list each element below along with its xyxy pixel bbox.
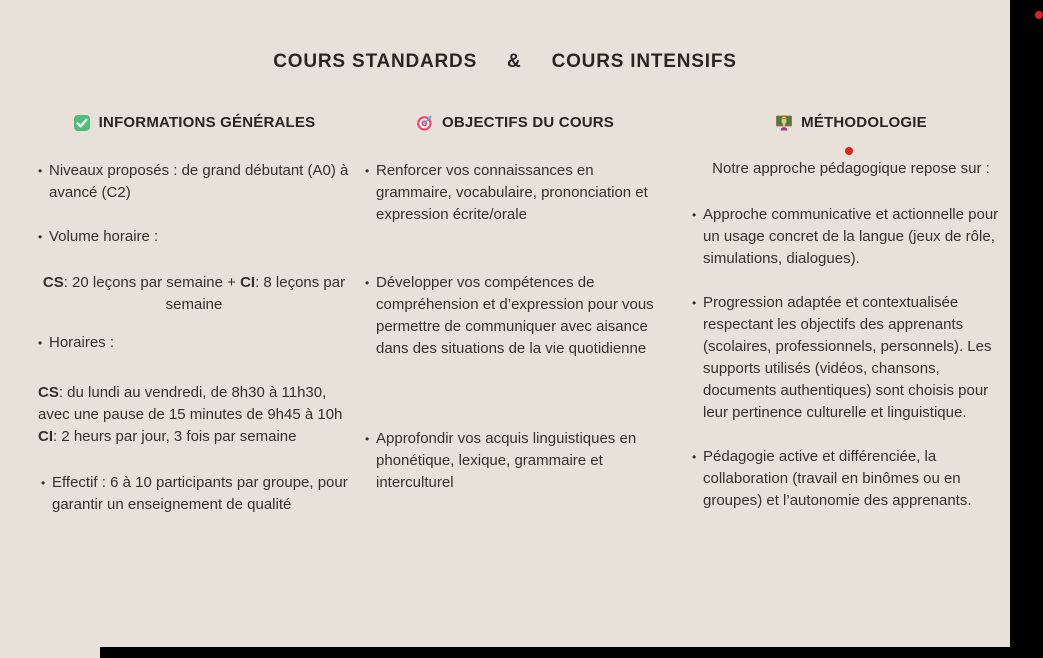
informations-generales-heading: INFORMATIONS GÉNÉRALES xyxy=(98,114,316,131)
ci-abbreviation: CI xyxy=(38,428,53,445)
methodologie-header xyxy=(692,112,1010,134)
list-item-approche-communicative xyxy=(692,204,1010,270)
cs-horaires-text: : du lundi au vendredi, de 8h30 à 11h30, avec une pause de 15 minutes de 9h45 à 10h xyxy=(38,384,343,423)
horaires-detail xyxy=(38,382,350,448)
cs-abbreviation: CS xyxy=(38,384,59,401)
list-item-effectif xyxy=(38,472,350,516)
page-title xyxy=(0,51,1010,73)
pedagogie-text: Pédagogie active et différenciée, la collaboration (travail en binômes ou en groupes) et l’autonomie des apprenants. xyxy=(703,448,972,509)
list-item-developper xyxy=(365,272,665,360)
red-dot-marker xyxy=(845,147,853,155)
list-item-horaires xyxy=(38,332,350,354)
list-item-volume-horaire xyxy=(38,226,350,248)
ci-volume-text: : 8 leçons par semaine xyxy=(165,274,346,313)
list-item-progression xyxy=(692,292,1010,424)
horaires-label: Horaires : xyxy=(49,334,115,351)
bullet-dot: • xyxy=(38,164,43,178)
ci-abbreviation: CI xyxy=(240,274,256,291)
red-dot-marker-edge xyxy=(1035,11,1043,19)
page-title-right: COURS INTENSIFS xyxy=(551,51,737,72)
cs-abbreviation: CS xyxy=(42,274,64,291)
progression-text: Progression adaptée et contextualisée respectant les objectifs des apprenants (scolaires, professionnels, personnels). Les supports utilisés (vidéos, chansons, documents authentiques) sont choisis pour leur pertinence culturelle et linguistique. xyxy=(703,294,992,421)
volume-horaire-label: Volume horaire : xyxy=(49,228,159,245)
niveaux-text: Niveaux proposés : de grand débutant (A0) à avancé (C2) xyxy=(49,162,349,201)
teacher-icon xyxy=(775,114,793,132)
bullet-dot: • xyxy=(365,164,370,178)
renforcer-text: Renforcer vos connaissances en grammaire, vocabulaire, prononciation et expression écrite/orale xyxy=(376,162,648,223)
list-item-renforcer xyxy=(365,160,665,226)
bullet-dot: • xyxy=(38,230,43,244)
cs-volume-text: : 20 leçons par semaine + xyxy=(63,274,241,291)
check-mark-icon xyxy=(73,114,91,132)
methodologie-heading: MÉTHODOLOGIE xyxy=(801,114,927,131)
approfondir-text: Approfondir vos acquis linguistiques en phonétique, lexique, grammaire et interculturel xyxy=(376,430,637,491)
page-title-left: COURS STANDARDS xyxy=(273,51,478,72)
list-item-pedagogie xyxy=(692,446,1010,512)
list-item-niveaux xyxy=(38,160,350,204)
bottom-edge-black-bar xyxy=(100,647,1043,658)
bullet-dot: • xyxy=(692,450,697,464)
effectif-text: Effectif : 6 à 10 participants par groupe, pour garantir un enseignement de qualité xyxy=(52,474,348,513)
bullet-dot: • xyxy=(365,432,370,446)
list-item-approfondir xyxy=(365,428,665,494)
informations-generales-header xyxy=(38,112,350,134)
column-objectifs-du-cours xyxy=(365,112,665,494)
target-icon xyxy=(416,114,434,132)
approche-communicative-text: Approche communicative et actionnelle pour un usage concret de la langue (jeux de rôle, simulations, dialogues). xyxy=(703,206,999,267)
objectifs-heading: OBJECTIFS DU COURS xyxy=(442,114,614,131)
volume-horaire-detail xyxy=(38,272,350,316)
developper-text: Développer vos compétences de compréhension et d’expression pour vous permettre de communiquer avec aisance dans des situations de la vie quotidienne xyxy=(376,274,654,357)
right-edge-black-bar xyxy=(1010,0,1043,658)
bullet-dot: • xyxy=(365,276,370,290)
bullet-dot: • xyxy=(692,208,697,222)
bullet-dot: • xyxy=(692,296,697,310)
page-title-ampersand: & xyxy=(507,51,522,72)
objectifs-header xyxy=(365,112,665,134)
bullet-dot: • xyxy=(38,336,43,350)
column-methodologie xyxy=(692,112,1010,512)
methodologie-intro: Notre approche pédagogique repose sur : xyxy=(712,160,990,177)
column-informations-generales xyxy=(38,112,350,516)
bullet-dot: • xyxy=(41,476,46,490)
ci-horaires-text: : 2 heurs par jour, 3 fois par semaine xyxy=(53,428,297,445)
